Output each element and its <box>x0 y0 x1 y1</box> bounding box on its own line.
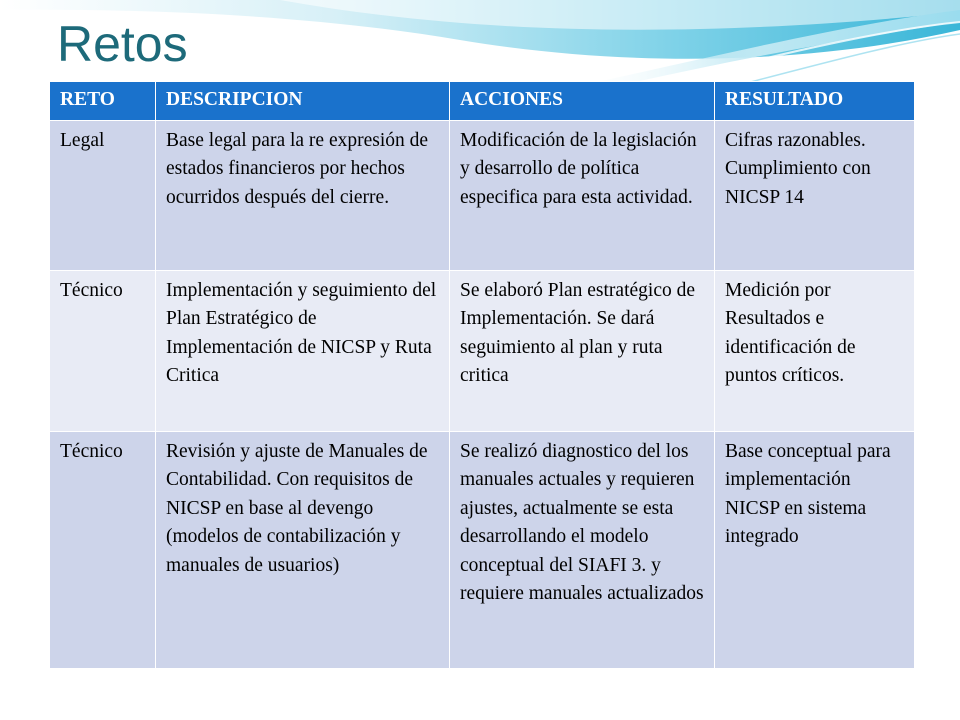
cell-acciones: Se realizó diagnostico del los manuales actuales y requieren ajustes, actualmente se esta desarrollando el modelo conceptual del SIAFI 3. y requiere manuales actualizados <box>450 431 715 668</box>
cell-reto: Técnico <box>50 431 156 668</box>
cell-acciones: Se elaboró Plan estratégico de Implementación. Se dará seguimiento al plan y ruta critica <box>450 270 715 431</box>
retos-table <box>49 81 915 669</box>
header-acciones: ACCIONES <box>450 82 715 121</box>
header-resultado: RESULTADO <box>715 82 915 121</box>
table-row <box>50 431 915 668</box>
table-row <box>50 270 915 431</box>
cell-resultado: Medición por Resultados e identificación de puntos críticos. <box>715 270 915 431</box>
cell-descripcion: Base legal para la re expresión de estados financieros por hechos ocurridos después del cierre. <box>156 120 450 270</box>
table-row <box>50 120 915 270</box>
cell-acciones: Modificación de la legislación y desarrollo de política especifica para esta actividad. <box>450 120 715 270</box>
cell-reto: Técnico <box>50 270 156 431</box>
header-reto: RETO <box>50 82 156 121</box>
cell-descripcion: Implementación y seguimiento del Plan Estratégico de Implementación de NICSP y Ruta Critica <box>156 270 450 431</box>
cell-reto: Legal <box>50 120 156 270</box>
cell-resultado: Cifras razonables. Cumplimiento con NICSP 14 <box>715 120 915 270</box>
cell-resultado: Base conceptual para implementación NICSP en sistema integrado <box>715 431 915 668</box>
table-header-row <box>50 82 915 121</box>
header-descripcion: DESCRIPCION <box>156 82 450 121</box>
slide-title: Retos <box>57 16 188 72</box>
cell-descripcion: Revisión y ajuste de Manuales de Contabilidad. Con requisitos de NICSP en base al devengo (modelos de contabilización y manuales de usuarios) <box>156 431 450 668</box>
